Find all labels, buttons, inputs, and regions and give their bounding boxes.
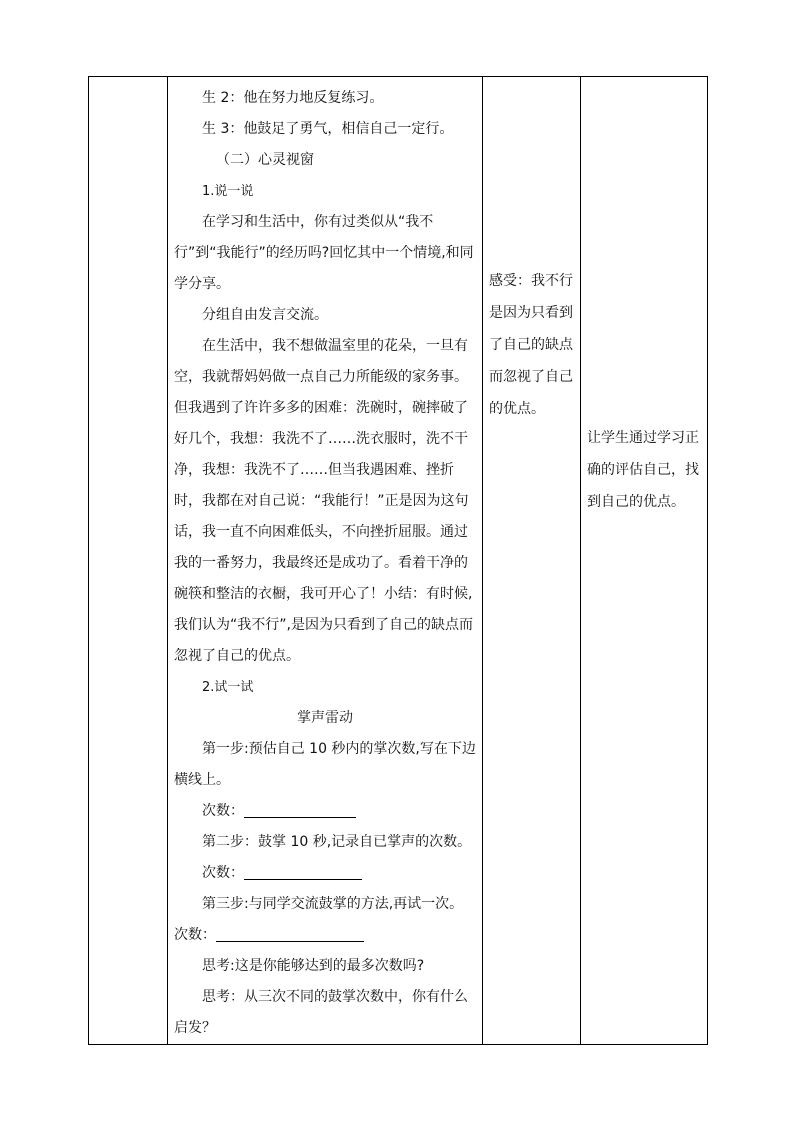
step-one: 第一步:预估自己 10 秒内的掌次数,写在下边横线上。 [174,741,476,788]
count-label: 次数： [202,803,244,819]
activity-heading-2: 2.试一试 [202,680,254,695]
question-paragraph: 在学习和生活中，你有过类似从“我不行”到“我能行”的经历吗?回忆其中一个情境,和同学分享。 [174,214,474,292]
count-line-1 [174,796,476,827]
student-activity-cell [483,77,581,1045]
game-title: 掌声雷动 [297,710,353,726]
lesson-plan-table [88,76,708,1045]
count-blank [216,923,364,942]
think-question-1: 思考:这是你能够达到的最多次数吗? [202,958,425,974]
step-two: 第二步：鼓掌 10 秒,记录自已掌声的次数。 [202,834,472,850]
first-column-cell [89,77,168,1045]
example-paragraph: 在生活中，我不想做温室里的花朵，一旦有空，我就帮妈妈做一点自己力所能级的家务事。但我遇到了许许多多的困难：洗碗时，碗摔破了好几个，我想：我洗不了……洗衣服时，洗不干净，我想：我洗不了……但当我遇困难、挫折时，我都在对自己说：“我能行！”正是因为这句话，我一直不向困难低头，不向挫折屈服。通过我的一番努力，我最终还是成功了。看着干净的碗筷和整洁的衣橱，我可开心了！小结：有时候,我们认为“我不行”,是因为只看到了自己的缺点而忽视了自己的优点。 [174,338,473,664]
design-intent-cell [581,77,708,1045]
section-heading: （二）心灵视窗 [216,152,314,168]
count-label: 次数： [202,865,244,881]
teaching-process-cell [168,77,483,1045]
count-line-3 [174,920,476,951]
activity-heading-1: 1.说一说 [202,184,254,199]
design-intent-text: 让学生通过学习正确的评估自己，找到自己的优点。 [587,430,699,510]
count-blank [244,861,362,880]
table-row [89,77,708,1045]
feeling-text: 感受：我不行是因为只看到了自己的缺点而忽视了自己的优点。 [489,273,573,417]
think-question-2: 思考：从三次不同的鼓掌次数中，你有什么启发？ [174,989,468,1036]
count-label: 次数： [174,927,216,943]
student-answer-2: 生 2：他在努力地反复练习。 [202,90,384,106]
count-blank [244,799,356,818]
student-answer-3: 生 3：他鼓足了勇气，相信自己一定行。 [202,121,454,137]
group-discussion: 分组自由发言交流。 [202,307,328,323]
step-three: 第三步:与同学交流鼓掌的方法,再试一次。 [202,896,464,912]
count-line-2 [174,858,476,889]
